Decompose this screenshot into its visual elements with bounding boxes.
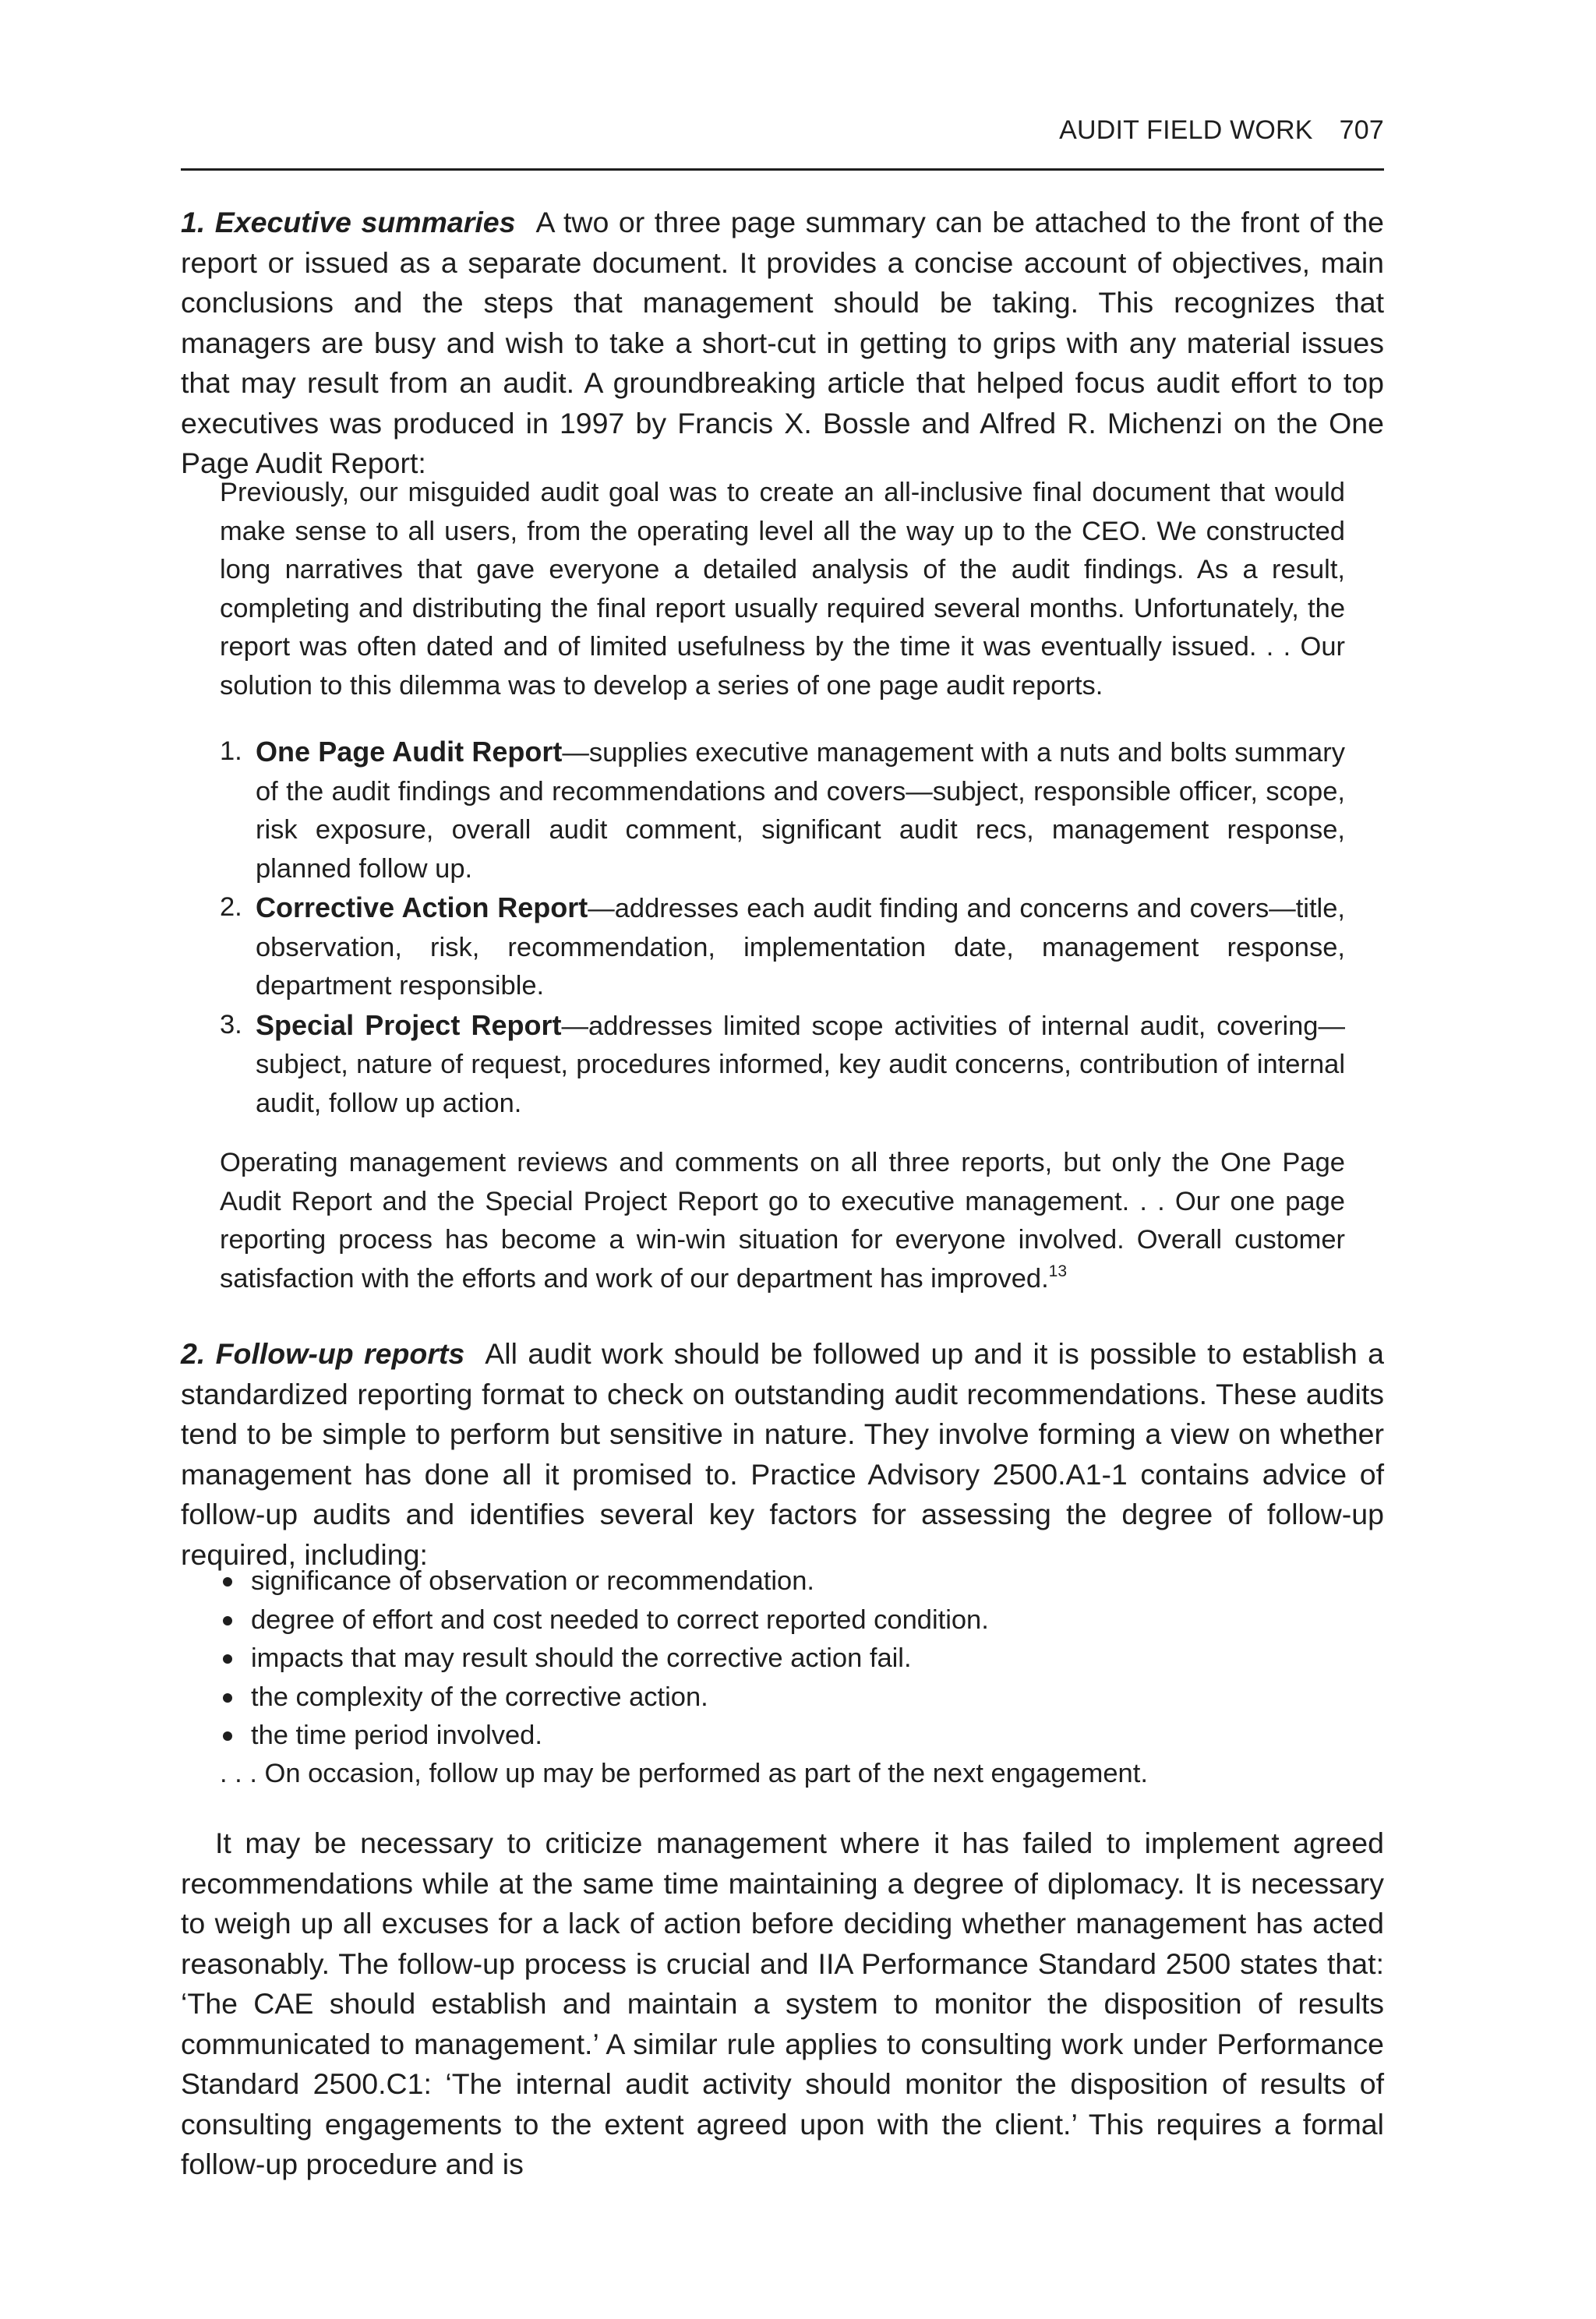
bullet-text: impacts that may result should the corrective action fail. xyxy=(251,1643,912,1673)
running-head-title: AUDIT FIELD WORK xyxy=(1059,115,1313,145)
list-item-lead: One Page Audit Report xyxy=(256,736,563,768)
follow-up-reports-heading: 2. Follow-up reports xyxy=(181,1337,465,1370)
bullet-text: the complexity of the corrective action. xyxy=(251,1682,708,1712)
block-quote-text: Operating management reviews and comments on all three reports, but only the One Page Audit Report and the Special Project Report go to executive management. . . Our one page reporting process has become a win-win situation for everyone involved. Overall customer satisfaction with the efforts and work of our department has improved. xyxy=(220,1148,1345,1294)
bullet-icon xyxy=(223,1577,232,1587)
bullet-text: significance of observation or recommendation. xyxy=(251,1566,814,1596)
list-item xyxy=(220,1640,1345,1678)
block-quote-previously: Previously, our misguided audit goal was to create an all-inclusive final document that would make sense to all users, from the operating level all the way up to the CEO. We constructed long narratives that gave everyone a detailed analysis of the audit findings. As a result, completing and distributing the final report usually required several months. Unfortunately, the report was often dated and of limited usefulness by the time it was eventually issued. . . Our solution to this dilemma was to develop a series of one page audit reports. xyxy=(220,478,1345,701)
list-item xyxy=(220,1717,1345,1756)
page-number: 707 xyxy=(1339,115,1384,145)
block-quote-operating-management xyxy=(220,1144,1345,1298)
list-item-text: —addresses limited scope activities of internal audit, covering—subject, nature of request, procedures informed, key audit concerns, contribution of internal audit, follow up action. xyxy=(256,1011,1345,1118)
list-item-number: 3. xyxy=(220,1009,242,1039)
list-item xyxy=(220,888,1345,1006)
list-item-text: —supplies executive management with a nuts and bolts summary of the audit findings and recommendations and covers—subject, responsible officer, scope, risk exposure, overall audit comment, significant audit recs, management response, planned follow up. xyxy=(256,738,1345,884)
bullet-icon xyxy=(223,1654,232,1664)
bullets-tail-note: . . . On occasion, follow up may be performed as part of the next engagement. xyxy=(220,1759,1148,1788)
report-types-list xyxy=(220,732,1345,1123)
list-item-lead: Corrective Action Report xyxy=(256,891,588,923)
list-item-lead: Special Project Report xyxy=(256,1008,562,1041)
executive-summaries-heading: 1. Executive summaries xyxy=(181,206,516,238)
bullet-icon xyxy=(223,1616,232,1625)
list-item-text: —addresses each audit finding and concerns and covers—title, observation, risk, recommendation, implementation date, management response, department responsible. xyxy=(256,894,1345,1001)
bullet-icon xyxy=(223,1731,232,1741)
bullet-icon xyxy=(223,1693,232,1703)
footnote-marker[interactable]: 13 xyxy=(1048,1262,1068,1280)
running-head xyxy=(181,115,1384,171)
list-item xyxy=(220,732,1345,888)
list-item xyxy=(220,1006,1345,1124)
follow-up-reports-text: All audit work should be followed up and it is possible to establish a standardized reporting format to check on outstanding audit recommendations. These audits tend to be simple to perform but sensitive in nature. They involve forming a view on whether management has done all it promised to. Practice Advisory 2500.A1-1 contains advice of follow-up audits and identifies several key factors for assessing the degree of follow-up required, including: xyxy=(181,1337,1384,1571)
executive-summaries-text: A two or three page summary can be attached to the front of the report or issued as a separate document. It provides a concise account of objectives, main conclusions and the steps that management should be taking. This recognizes that managers are busy and wish to take a short-cut in getting to grips with any material issues that may result from an audit. A groundbreaking article that helped focus audit effort to top executives was produced in 1997 by Francis X. Bossle and Alfred R. Michenzi on the One Page Audit Report: xyxy=(181,206,1385,479)
bullet-text: degree of effort and cost needed to correct reported condition. xyxy=(251,1604,989,1635)
book-page xyxy=(181,0,1384,2319)
list-item-number: 1. xyxy=(220,736,242,766)
list-item-number: 2. xyxy=(220,892,242,922)
list-item xyxy=(220,1678,1345,1717)
follow-up-reports-paragraph xyxy=(181,1334,1384,1575)
list-item xyxy=(220,1562,1345,1601)
list-item xyxy=(220,1601,1345,1640)
executive-summaries-paragraph xyxy=(181,203,1384,484)
bullet-text: the time period involved. xyxy=(251,1721,542,1750)
follow-up-factors-list xyxy=(220,1562,1345,1756)
closing-paragraph: It may be necessary to criticize management where it has failed to implement agreed recommendations while at the same time maintaining a degree of diplomacy. It is necessary to weigh up all excuses for a lack of action before deciding whether management has acted reasonably. The follow-up process is crucial and IIA Performance Standard 2500 states that: ‘The CAE should establish and maintain a system to monitor the disposition of results communicated to management.’ A similar rule applies to consulting work under Performance Standard 2500.C1: ‘The internal audit activity should monitor the disposition of results of consulting engagements to the extent agreed upon with the client.’ This requires a formal follow-up procedure and is xyxy=(181,1827,1384,2180)
